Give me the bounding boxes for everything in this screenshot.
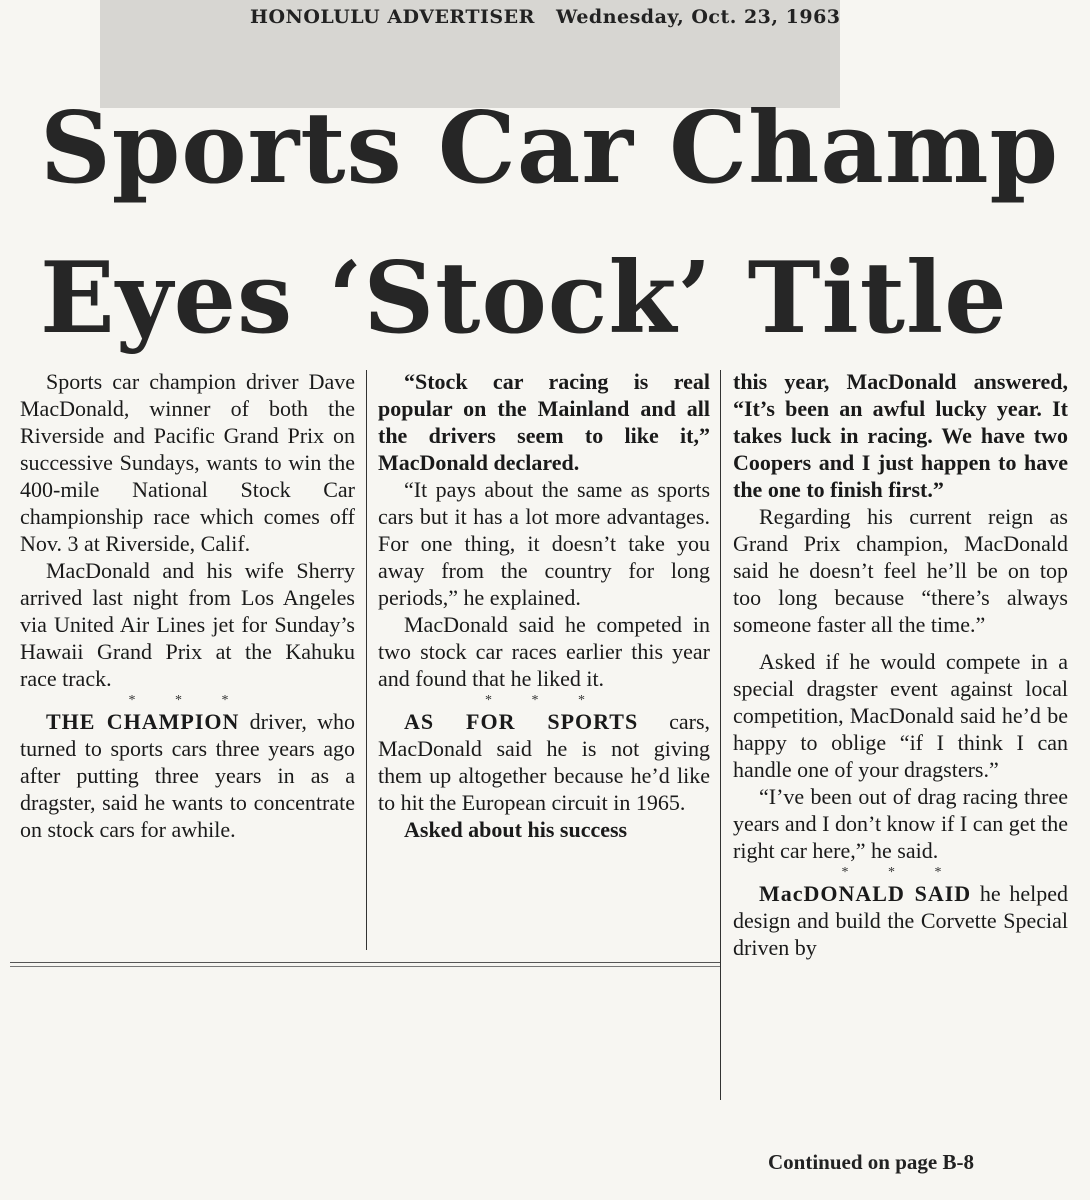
paragraph: MacDonald and his wife Sherry arrived last night from Los Angeles via United Air Lines jet for Sunday’s Hawaii Grand Prix at the Kahuku race track. — [20, 558, 355, 691]
paragraph — [733, 880, 1068, 961]
headline-line-1: Sports Car Champ — [40, 91, 1060, 206]
paragraph-rest: he helped design and build the Corvette Special driven by — [733, 881, 1068, 960]
article-column-2 — [378, 368, 710, 843]
paragraph-lead: THE CHAMPION — [46, 709, 240, 734]
paragraph: MacDonald said he competed in two stock car races earlier this year and found that he liked it. — [378, 612, 710, 691]
paragraph-lead: AS FOR SPORTS — [404, 709, 639, 734]
paragraph: “It pays about the same as sports cars but it has a lot more advantages. For one thing, it doesn’t take you away from the country for long periods,” he explained. — [378, 477, 710, 610]
paragraph-lead: MacDONALD SAID — [759, 881, 972, 906]
paragraph: Asked about his success — [404, 817, 628, 842]
article-column-3 — [733, 368, 1068, 961]
paragraph-rest: cars, MacDonald said he is not giving them up altogether because he’d like to hit the European circuit in 1965. — [378, 709, 711, 815]
paragraph-rest: driver, who turned to sports cars three years ago after putting three years in as a dragster, said he wants to concentrate on stock cars for awhile. — [20, 709, 355, 842]
horizontal-rule — [10, 962, 720, 967]
headline — [40, 74, 1070, 374]
paragraph — [20, 708, 355, 843]
section-break-stars: * * * — [485, 693, 603, 708]
paragraph — [378, 708, 710, 816]
section-break-stars: * * * — [841, 865, 960, 880]
column-rule-1 — [366, 370, 367, 950]
headline-line-2: Eyes ‘Stock’ Title — [40, 241, 1008, 356]
publication-date: Wednesday, Oct. 23, 1963 — [556, 6, 841, 28]
paragraph: this year, MacDonald answered, “It’s been an awful lucky year. It takes luck in racing. We have two Coopers and I just happen to have the one to finish first.” — [733, 369, 1068, 502]
continued-notice: Continued on page B-8 — [768, 1150, 974, 1174]
paragraph: “Stock car racing is real popular on the Mainland and all the drivers seem to like it,” MacDonald declared. — [378, 369, 710, 475]
paragraph: Regarding his current reign as Grand Prix champion, MacDonald said he doesn’t feel he’ll be on top too long because “there’s always someone faster all the time.” — [733, 504, 1068, 637]
newspaper-name: HONOLULU ADVERTISER — [250, 6, 535, 28]
paragraph: Sports car champion driver Dave MacDonald, winner of both the Riverside and Pacific Grand Prix on successive Sundays, wants to win the 400-mile National Stock Car championship race which comes off Nov. 3 at Riverside, Calif. — [20, 369, 355, 556]
section-break-stars: * * * — [128, 693, 247, 708]
article-column-1 — [20, 368, 355, 843]
paragraph: Asked if he would compete in a special dragster event against local competition, MacDonald said he’d be happy to oblige “if I think I can handle one of your dragsters.” — [733, 649, 1068, 782]
dateline-text — [250, 6, 855, 28]
paragraph: “I’ve been out of drag racing three years and I don’t know if I can get the right car here,” he said. — [733, 784, 1068, 863]
column-rule-2 — [720, 370, 721, 1100]
